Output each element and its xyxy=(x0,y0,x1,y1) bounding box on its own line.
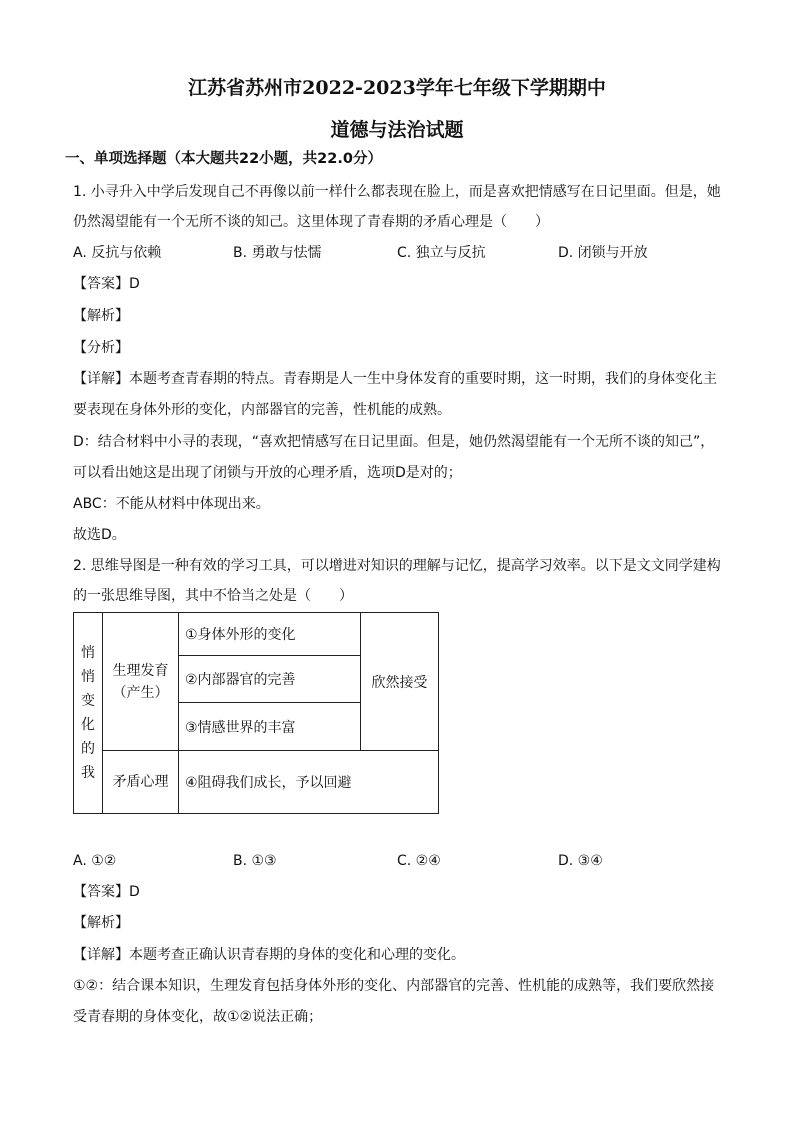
mind-map-item-2: ②内部器官的完善 xyxy=(179,656,361,703)
q1-d-line2: 可以看出她这是出现了闭锁与开放的心理矛盾，选项D是对的； xyxy=(73,465,462,481)
q1-stem-line2: 仍然渴望能有一个无所不谈的知己。这里体现了青春期的矛盾心理是（ ） xyxy=(73,214,549,230)
mind-map-item-3: ③情感世界的丰富 xyxy=(179,703,361,751)
q1-option-c: C. 独立与反抗 xyxy=(397,245,486,261)
q1-stem-line1: 1. 小寻升入中学后发现自己不再像以前一样什么都表现在脸上，而是喜欢把情感写在日记里面。但是，她 xyxy=(73,184,721,200)
q1-answer: 【答案】D xyxy=(73,276,140,292)
q2-analysis-line2: 受青春期的身体变化，故①②说法正确； xyxy=(73,1009,323,1025)
q2-analysis-line1: ①②：结合课本知识，生理发育包括身体外形的变化、内部器官的完善、性机能的成熟等，我们要欣然接 xyxy=(73,978,715,994)
q2-option-c: C. ②④ xyxy=(397,853,441,869)
q1-detail-line2: 要表现在身体外形的变化，内部器官的完善，性机能的成熟。 xyxy=(73,402,451,418)
section-heading: 一、单项选择题（本大题共22小题，共22.0分） xyxy=(65,151,382,167)
q1-jiexi: 【解析】 xyxy=(73,308,129,324)
root-char: 悄 xyxy=(81,669,95,685)
root-char: 变 xyxy=(81,693,95,709)
mind-map-root xyxy=(74,613,103,814)
root-char: 化 xyxy=(81,717,95,733)
root-char: 的 xyxy=(81,741,95,757)
q1-option-b: B. 勇敢与怯懦 xyxy=(233,245,322,261)
root-char: 悄 xyxy=(81,645,95,661)
mind-map-table xyxy=(73,612,439,814)
q2-stem-line2: 的一张思维导图，其中不恰当之处是（ ） xyxy=(73,588,353,604)
category-physical-development xyxy=(103,613,179,751)
mind-map-item-1: ①身体外形的变化 xyxy=(179,613,361,656)
q2-stem-line1: 2. 思维导图是一种有效的学习工具，可以增进对知识的理解与记忆，提高学习效率。以下是文文同学建构 xyxy=(73,558,721,574)
root-char: 我 xyxy=(81,765,95,781)
q2-answer: 【答案】D xyxy=(73,884,140,900)
doc-title-line1: 江苏省苏州市2022-2023学年七年级下学期期中 xyxy=(188,77,606,99)
q2-option-b: B. ①③ xyxy=(233,853,277,869)
category-sublabel: （产生） xyxy=(112,684,169,701)
q2-detail-line1: 【详解】本题考查正确认识青春期的身体的变化和心理的变化。 xyxy=(73,947,465,963)
q2-option-d: D. ③④ xyxy=(558,853,603,869)
mind-map-item-4: ④阻碍我们成长，予以回避 xyxy=(179,751,439,814)
q1-option-d: D. 闭锁与开放 xyxy=(558,245,648,261)
category-contradiction: 矛盾心理 xyxy=(103,751,179,814)
q1-detail-line1: 【详解】本题考查青春期的特点。青春期是人一生中身体发育的重要时期，这一时期，我们的身体变化主 xyxy=(73,371,717,387)
doc-title-line2: 道德与法治试题 xyxy=(330,119,464,141)
q1-d-line1: D：结合材料中小寻的表现，“喜欢把情感写在日记里面。但是，她仍然渴望能有一个无所不谈的知己”， xyxy=(73,434,715,450)
q2-jiexi: 【解析】 xyxy=(73,915,129,931)
mind-map-accept: 欣然接受 xyxy=(361,613,439,751)
q1-conclusion: 故选D。 xyxy=(73,527,126,543)
q1-option-a: A. 反抗与依赖 xyxy=(73,245,162,261)
category-label: 生理发育 xyxy=(112,662,169,679)
q2-option-a: A. ①② xyxy=(73,853,117,869)
q1-fenxi: 【分析】 xyxy=(73,340,129,356)
q1-abc-line: ABC：不能从材料中体现出来。 xyxy=(73,496,270,512)
